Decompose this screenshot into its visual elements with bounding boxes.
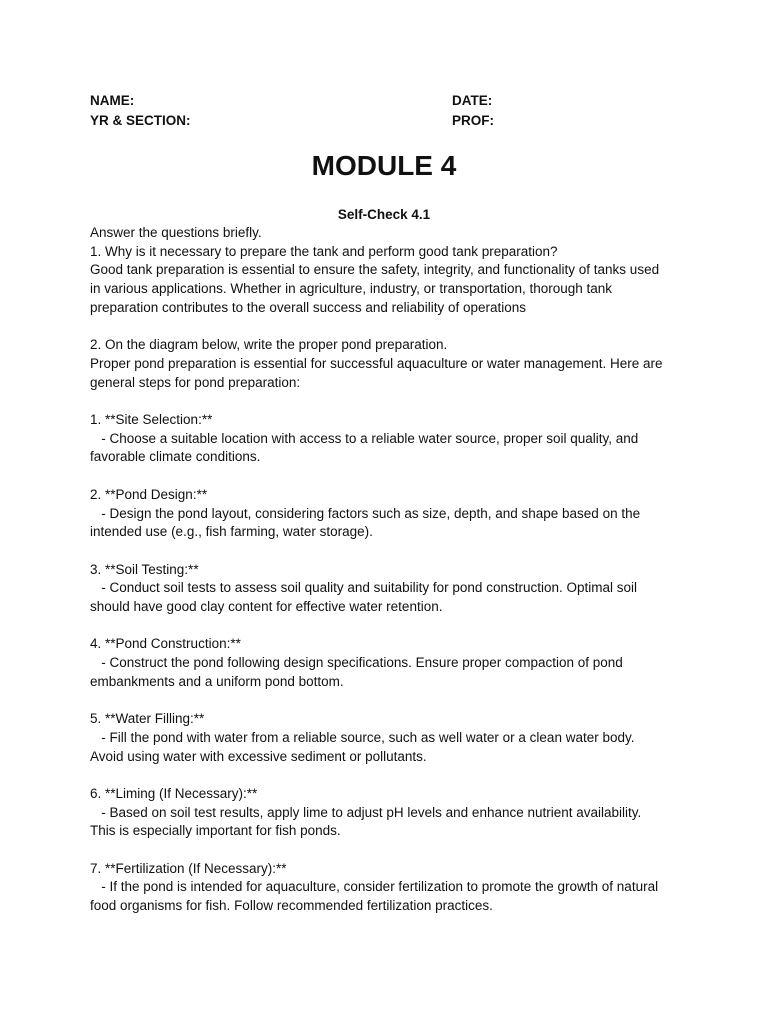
self-check-subtitle: Self-Check 4.1 (337, 207, 431, 222)
step-2-text: intended use (e.g., fish farming, water storage). (90, 524, 373, 540)
step-4-text: embankments and a uniform pond bottom. (90, 673, 344, 689)
prof-label: PROF: (452, 113, 494, 128)
step-3-text: - Conduct soil tests to assess soil quality and suitability for pond construction. Optimal soil (90, 580, 638, 596)
step-6-text: This is especially important for fish ponds. (90, 823, 341, 839)
step-1-text: favorable climate conditions. (90, 449, 261, 465)
step-7-text: - If the pond is intended for aquaculture, consider fertilization to promote the growth of natural (90, 879, 659, 895)
step-2-title: 2. **Pond Design:** (90, 486, 208, 502)
step-7-text: food organisms for fish. Follow recommended fertilization practices. (90, 898, 493, 914)
answer-2-line: Proper pond preparation is essential for successful aquaculture or water management. Here are (90, 355, 663, 371)
step-6-title: 6. **Liming (If Necessary):** (90, 785, 258, 801)
instructions: Answer the questions briefly. (90, 225, 262, 240)
name-label: NAME: (90, 93, 135, 108)
step-4-text: - Construct the pond following design specifications. Ensure proper compaction of pond (90, 655, 623, 671)
step-5-text: - Fill the pond with water from a reliable source, such as well water or a clean water body. (90, 729, 635, 745)
answer-1-line: in various applications. Whether in agriculture, industry, or transportation, thorough tank (90, 281, 613, 297)
step-6-text: - Based on soil test results, apply lime to adjust pH levels and enhance nutrient availability. (90, 804, 642, 820)
step-5-title: 5. **Water Filling:** (90, 711, 205, 727)
step-1-title: 1. **Site Selection:** (90, 412, 213, 427)
module-title: MODULE 4 (311, 150, 457, 181)
step-3-text: should have good clay content for effective water retention. (90, 599, 443, 614)
step-3-title: 3. **Soil Testing:** (90, 561, 199, 577)
yr-section-label: YR & SECTION: (90, 113, 191, 128)
step-4-title: 4. **Pond Construction:** (90, 636, 241, 652)
step-7-title: 7. **Fertilization (If Necessary):** (90, 860, 287, 876)
document-body (90, 224, 690, 916)
answer-1-line: Good tank preparation is essential to ensure the safety, integrity, and functionality of tanks used (90, 262, 660, 278)
question-1: 1. Why is it necessary to prepare the tank and perform good tank preparation? (90, 243, 558, 259)
step-2-text: - Design the pond layout, considering factors such as size, depth, and shape based on the (90, 505, 641, 521)
step-5-text: Avoid using water with excessive sediment or pollutants. (90, 748, 427, 764)
date-label: DATE: (452, 93, 493, 108)
question-2: 2. On the diagram below, write the proper pond preparation. (90, 337, 448, 353)
answer-2-line: general steps for pond preparation: (90, 374, 301, 390)
step-1-text: - Choose a suitable location with access to a reliable water source, proper soil quality, and (90, 430, 639, 446)
answer-1-line: preparation contributes to the overall success and reliability of operations (90, 299, 526, 315)
